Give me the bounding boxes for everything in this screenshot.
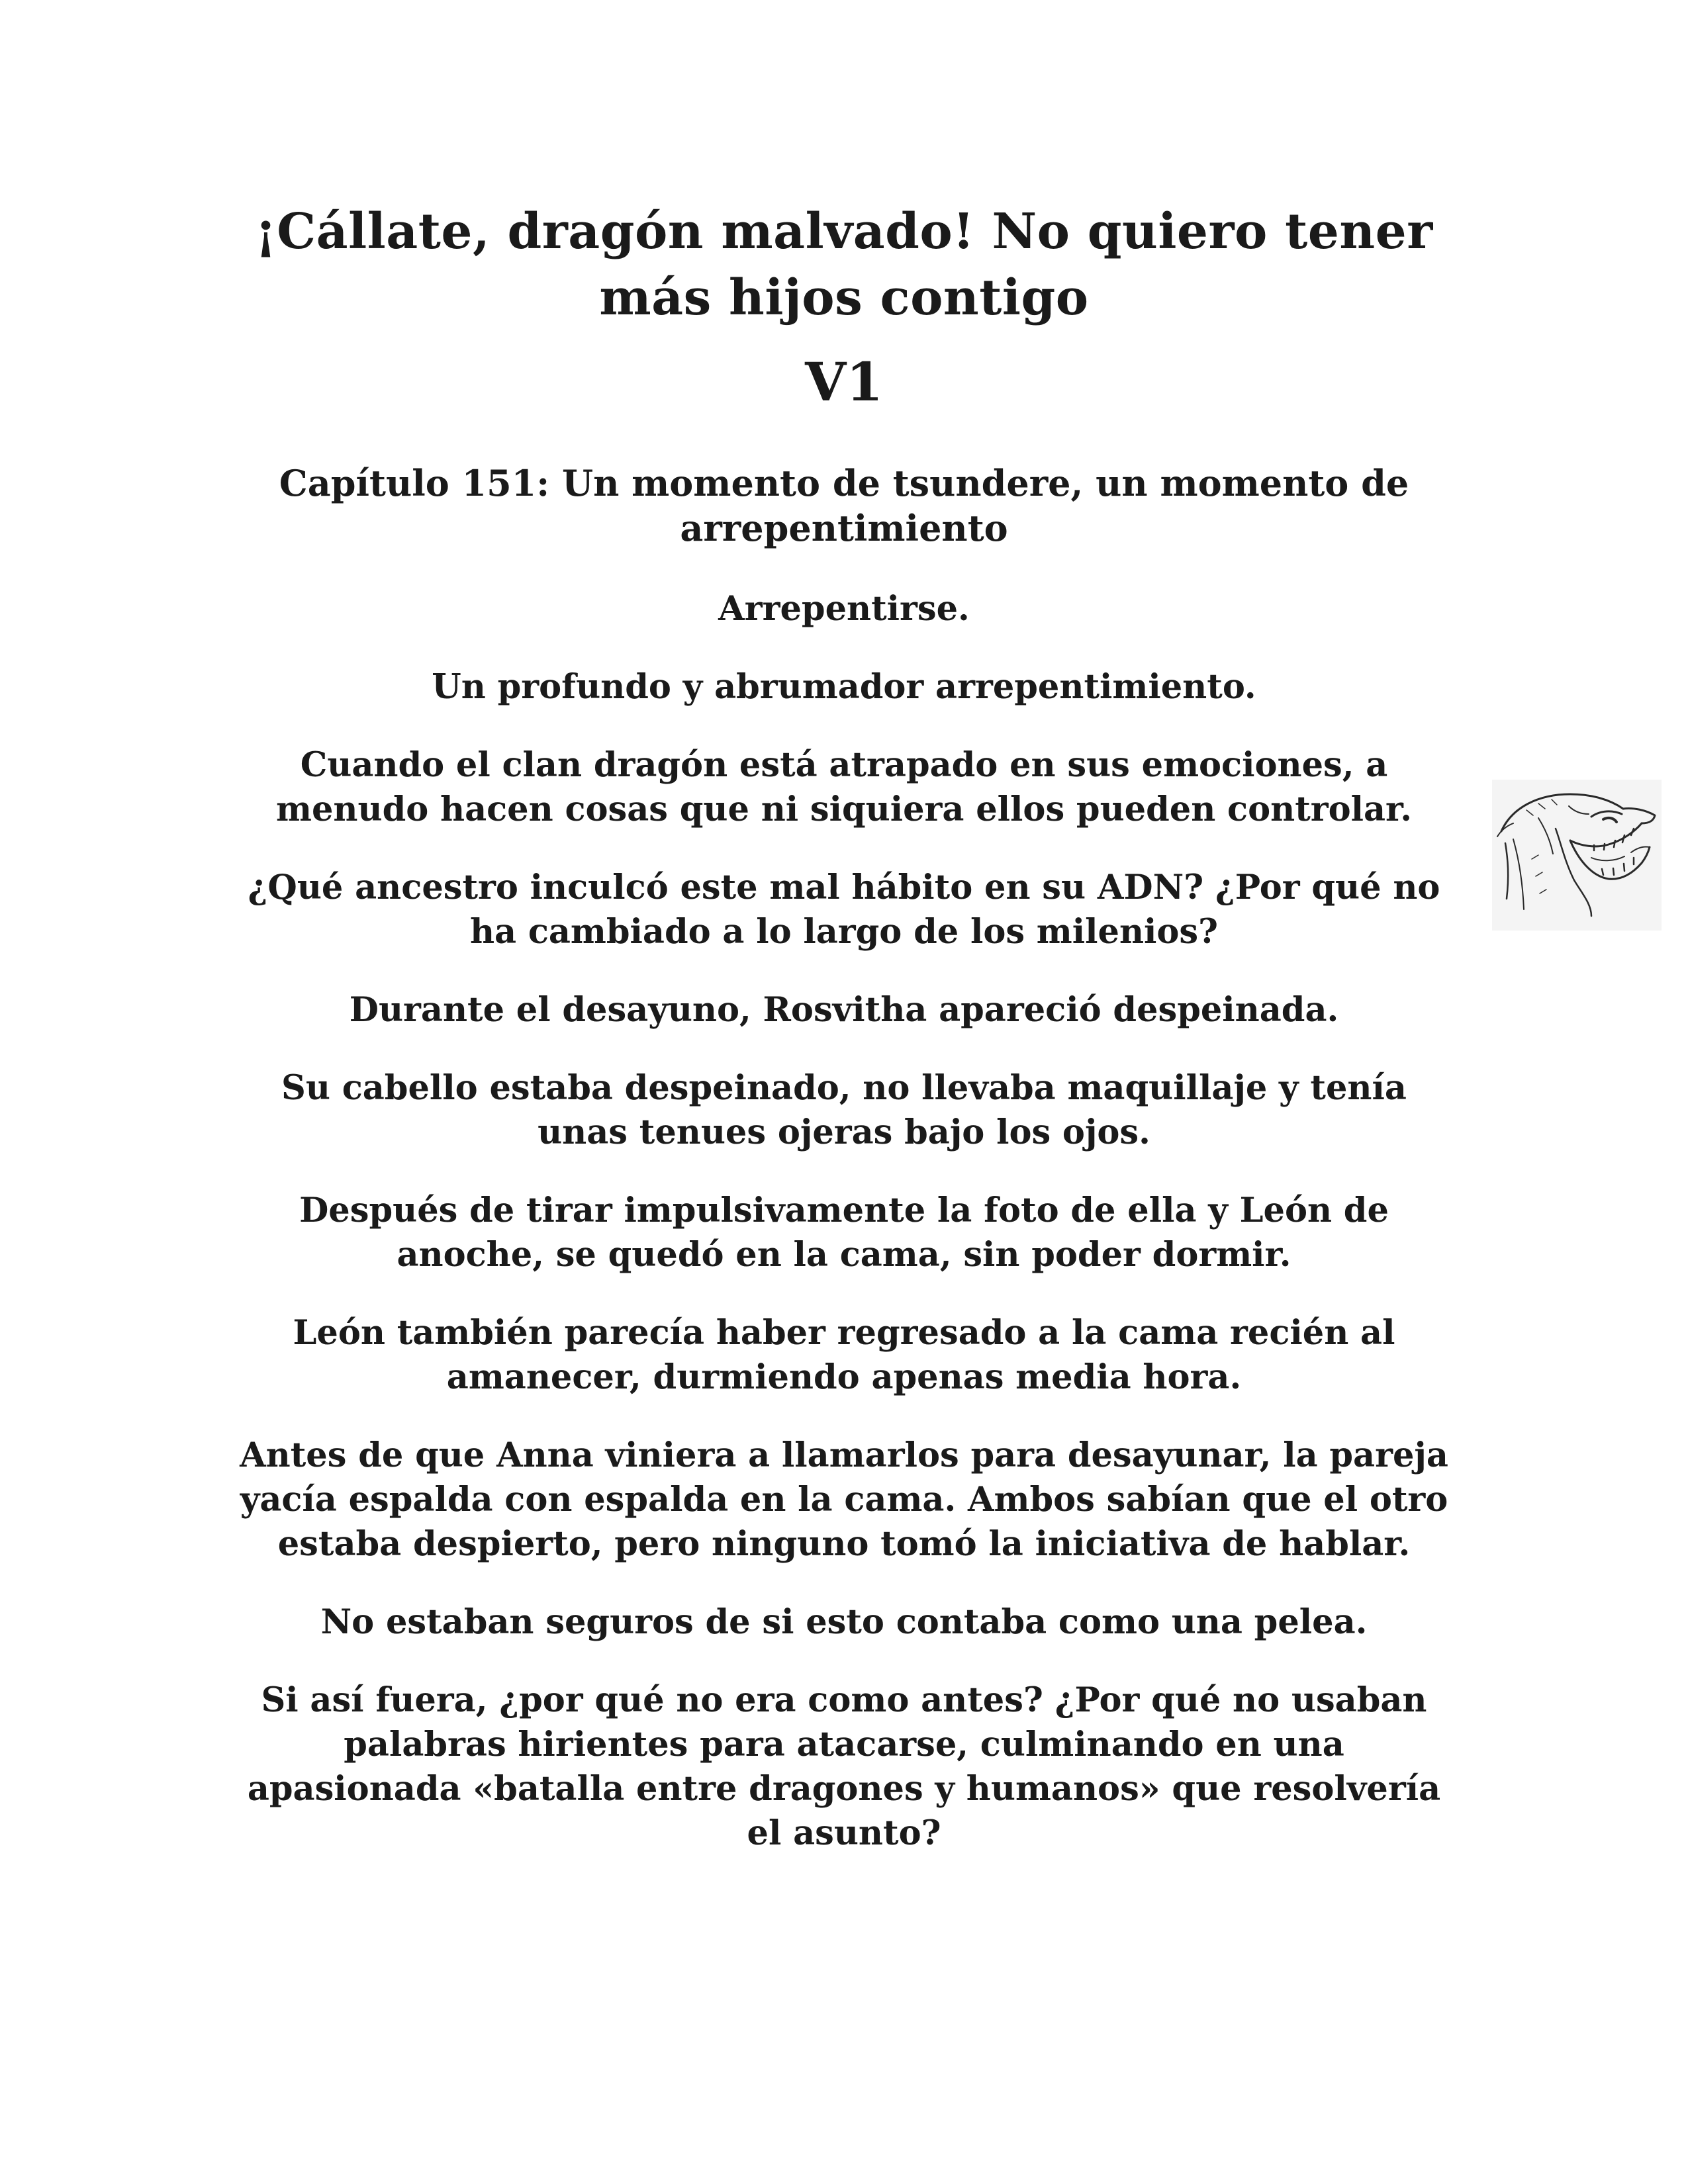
paragraph: Cuando el clan dragón está atrapado en sus emociones, a menudo hacen cosas que ni siquiera ellos pueden controlar.: [276, 745, 1412, 829]
book-title: ¡Cállate, dragón malvado! No quiero tener más hijos contigo: [255, 203, 1433, 326]
volume-label: V1: [805, 351, 883, 413]
chapter-title: Capítulo 151: Un momento de tsundere, un momento de arrepentimiento: [279, 462, 1409, 549]
paragraph: León también parecía haber regresado a la cama recién al amanecer, durmiendo apenas media hora.: [293, 1313, 1395, 1397]
paragraph: Durante el desayuno, Rosvitha apareció despeinada.: [349, 990, 1339, 1030]
paragraph: Si así fuera, ¿por qué no era como antes? ¿Por qué no usaban palabras hirientes para atacarse, culminando en una apasionada «batalla entre dragones y humanos» que resolvería el asunto?: [247, 1680, 1441, 1853]
document-page: [232, 199, 1456, 1856]
paragraph: Arrepentirse.: [718, 589, 970, 629]
paragraph: Su cabello estaba despeinado, no llevaba maquillaje y tenía unas tenues ojeras bajo los ojos.: [281, 1068, 1407, 1152]
dragon-head-icon: [1492, 780, 1662, 931]
paragraph: ¿Qué ancestro inculcó este mal hábito en su ADN? ¿Por qué no ha cambiado a lo largo de los milenios?: [248, 868, 1440, 952]
paragraph: Antes de que Anna viniera a llamarlos para desayunar, la pareja yacía espalda con espalda en la cama. Ambos sabían que el otro estaba despierto, pero ninguno tomó la iniciativa de hablar.: [240, 1435, 1448, 1564]
paragraph: Un profundo y abrumador arrepentimiento.: [432, 667, 1256, 707]
paragraph: No estaban seguros de si esto contaba como una pelea.: [320, 1602, 1368, 1642]
paragraph: Después de tirar impulsivamente la foto de ella y León de anoche, se quedó en la cama, sin poder dormir.: [299, 1191, 1389, 1275]
